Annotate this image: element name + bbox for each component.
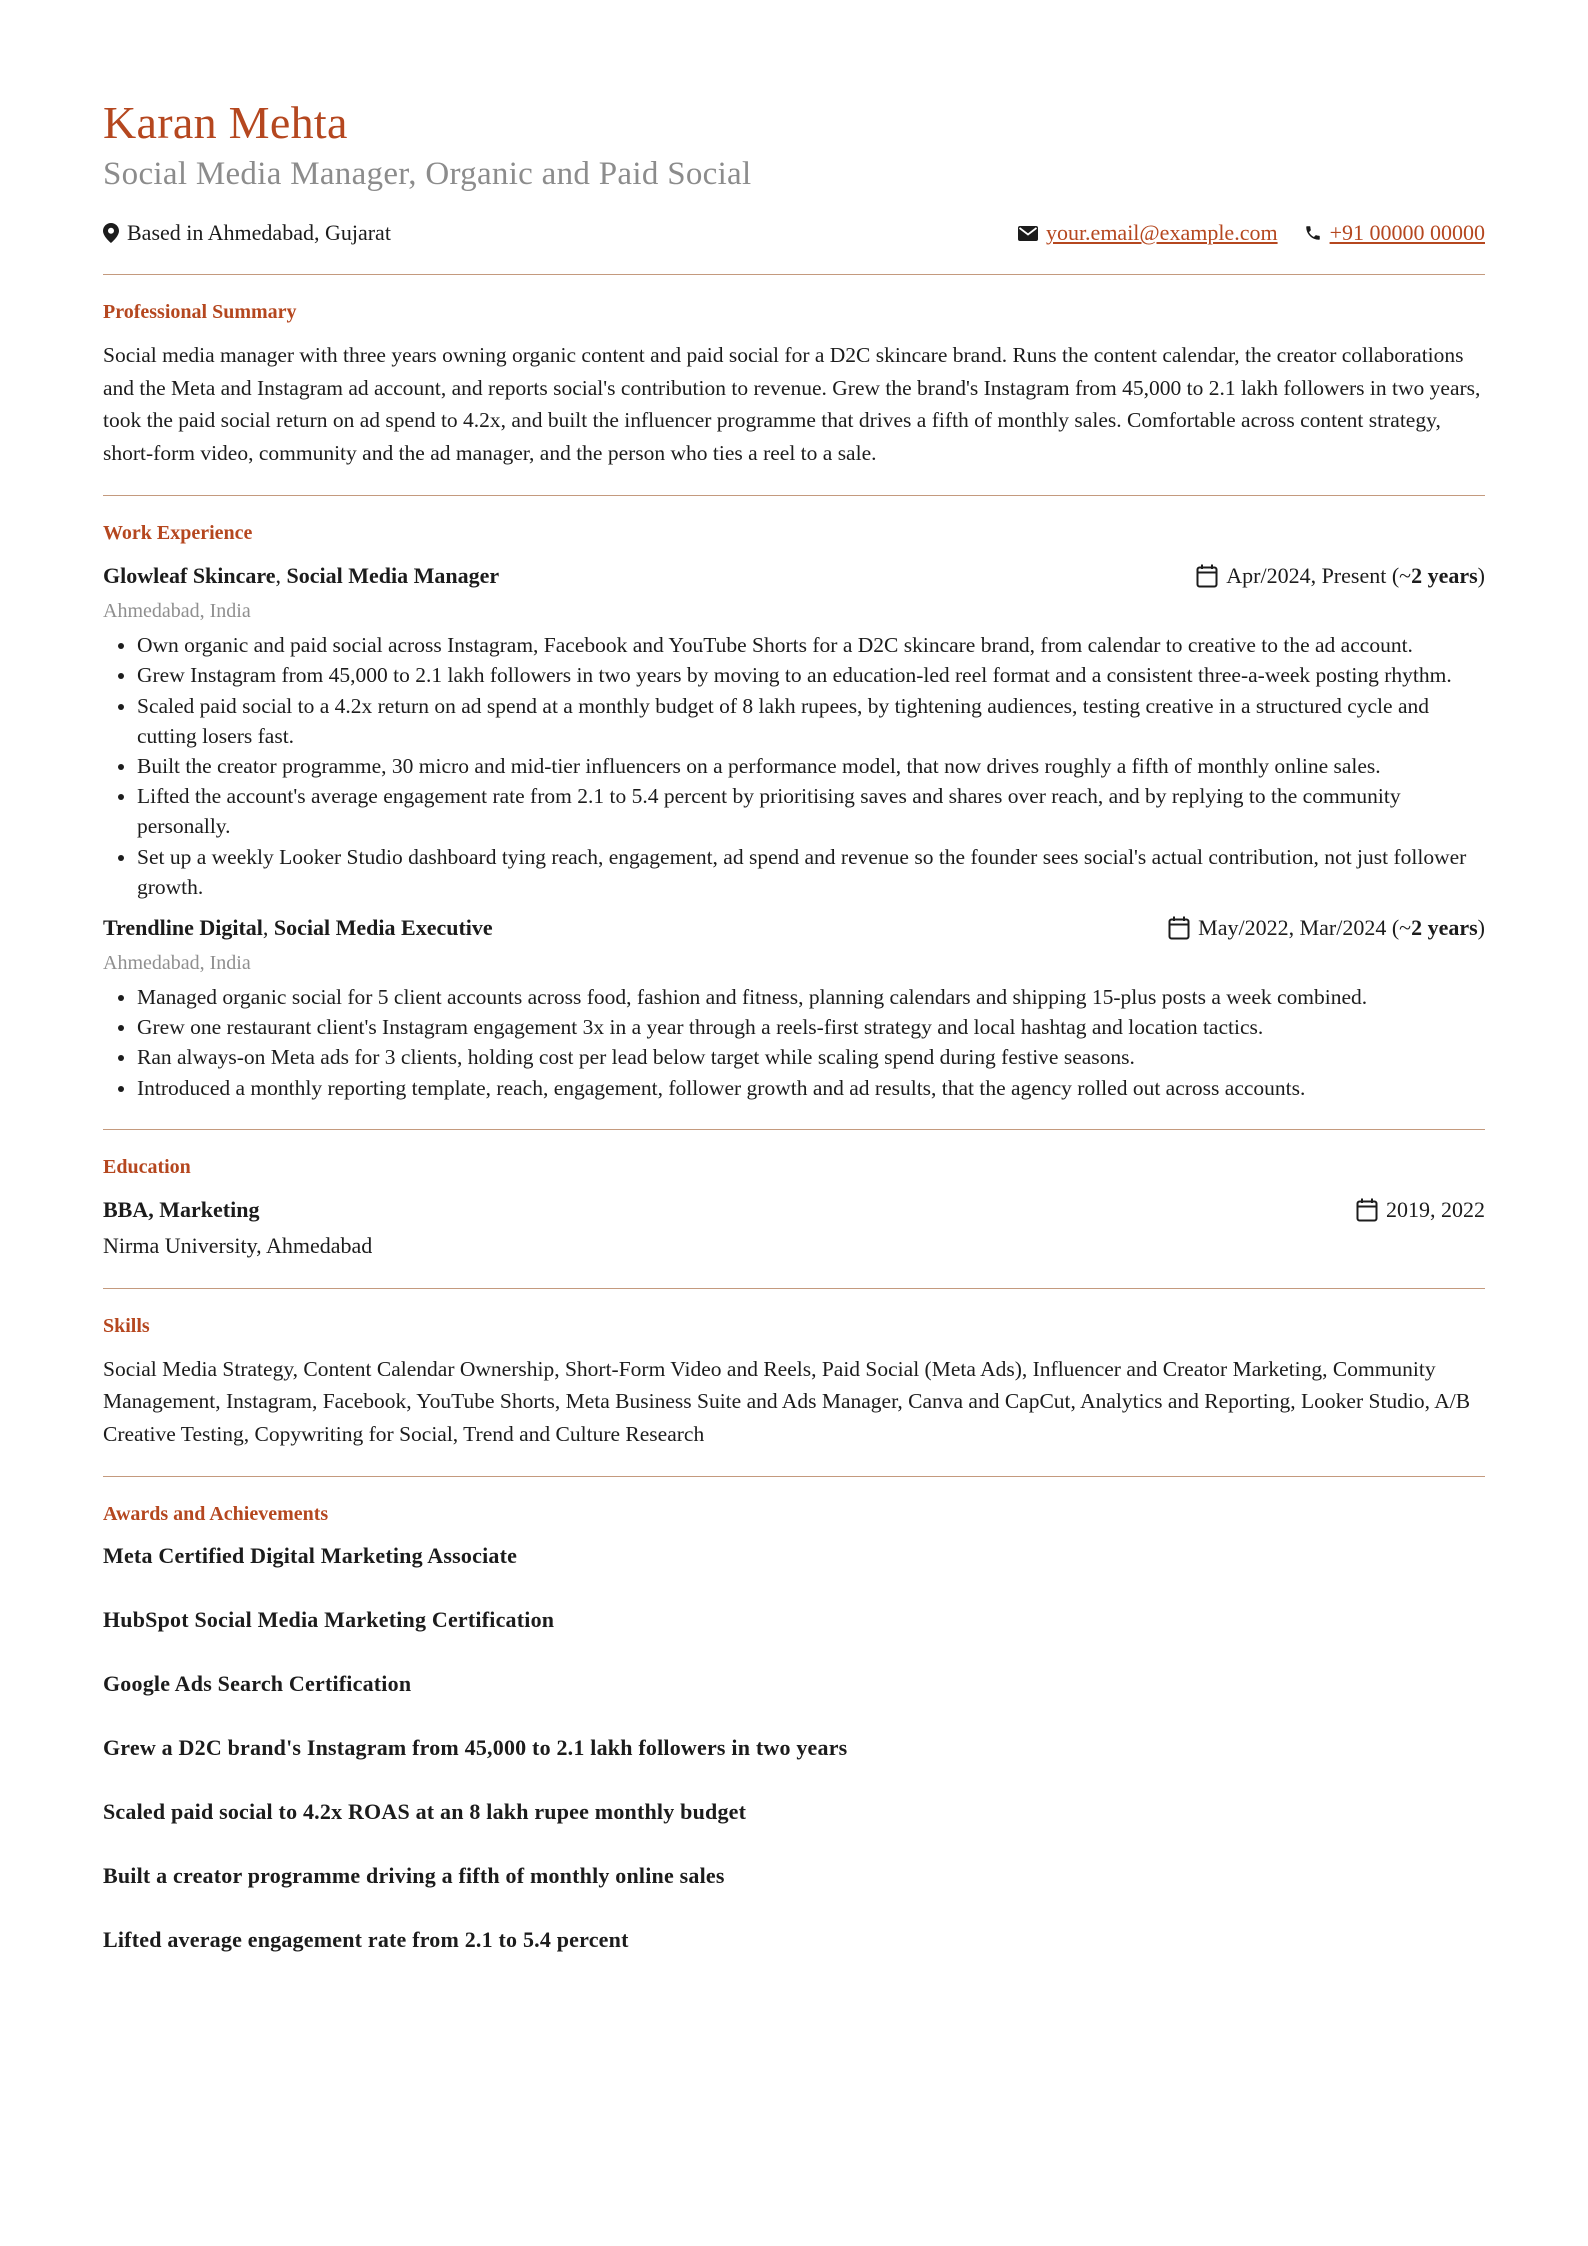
bullet-item: • Introduced a monthly reporting template, reach, engagement, follower growth and ad results, that the agency rolled out across accounts.: [137, 1073, 1485, 1103]
bullet-item: • Lifted the account's average engagement rate from 2.1 to 5.4 percent by prioritising saves and shares over reach, and by replying to the community personally.: [137, 781, 1485, 841]
job-bullets: [103, 982, 1485, 1103]
awards-heading: Awards and Achievements: [103, 1503, 329, 1526]
experience-section: [103, 496, 1485, 1129]
phone-item[interactable]: [1304, 220, 1485, 246]
company-name: Trendline Digital: [103, 915, 263, 941]
location-text: Based in Ahmedabad, Gujarat: [127, 220, 391, 246]
award-item: Google Ads Search Certification: [103, 1671, 412, 1697]
calendar-icon: [1356, 1198, 1378, 1222]
job-dates: Apr/2024, Present (~ 2 years ): [1196, 560, 1485, 592]
phone-icon: [1304, 224, 1322, 242]
job-entry: [103, 560, 1485, 902]
bullet-item: • Built the creator programme, 30 micro and mid-tier influencers on a performance model, that now drives roughly a fifth of monthly online sales.: [137, 751, 1485, 781]
job-location: Ahmedabad, India: [103, 600, 251, 623]
bullet-item: • Ran always-on Meta ads for 3 clients, holding cost per lead below target while scaling spend during festive seasons.: [137, 1042, 1485, 1072]
school-name: Nirma University, Ahmedabad: [103, 1232, 373, 1258]
bullet-item: • Managed organic social for 5 client accounts across food, fashion and fitness, planning calendars and shipping 15-plus posts a week combined.: [137, 982, 1485, 1012]
bullet-item: • Own organic and paid social across Instagram, Facebook and YouTube Shorts for a D2C skincare brand, from calendar to creative to the ad account.: [137, 630, 1485, 660]
education-date-range: 2019, 2022: [1386, 1196, 1485, 1222]
calendar-icon: [1196, 564, 1218, 588]
email-link[interactable]: your.email@example.com: [1045, 220, 1278, 246]
education-heading: Education: [103, 1155, 191, 1178]
award-item: Scaled paid social to 4.2x ROAS at an 8 lakh rupee monthly budget: [103, 1799, 747, 1825]
envelope-icon: [1018, 226, 1038, 241]
awards-section: [103, 1477, 1485, 2015]
award-item: Meta Certified Digital Marketing Associate: [103, 1543, 518, 1569]
skills-text: Social Media Strategy, Content Calendar Ownership, Short-Form Video and Reels, Paid Social (Meta Ads), Influencer and Creator Marketing, Community Management, Instagram, Facebook, YouTube Shorts, Meta Business Suite and Ads Manager, Canva and CapCut, Analytics and Reporting, Looker Studio, A/B Creative Testing, Copywriting for Social, Trend and Culture Research: [103, 1356, 1471, 1446]
company-name: Glowleaf Skincare: [103, 563, 276, 589]
bullet-item: • Grew one restaurant client's Instagram engagement 3x in a year through a reels-first strategy and local hashtag and location tactics.: [137, 1012, 1485, 1042]
bullet-item: • Scaled paid social to a 4.2x return on ad spend at a monthly budget of 8 lakh rupees, by tightening audiences, testing creative in a structured cycle and cutting losers fast.: [137, 691, 1485, 751]
summary-heading: Professional Summary: [103, 301, 297, 324]
calendar-icon: [1168, 916, 1190, 940]
location-item: [103, 220, 391, 246]
job-heading: Glowleaf Skincare, Social Media Manager: [103, 563, 500, 589]
job-entry: [103, 912, 1485, 1103]
awards-list: [103, 1541, 1485, 1955]
award-item: Lifted average engagement rate from 2.1 to 5.4 percent: [103, 1927, 629, 1953]
award-item: Built a creator programme driving a fifth of monthly online sales: [103, 1863, 725, 1889]
date-range: May/2022, Mar/2024 (~: [1198, 915, 1412, 941]
job-bullets: [103, 630, 1485, 902]
job-role: Social Media Executive: [273, 915, 493, 941]
degree: BBA, Marketing: [103, 1196, 260, 1222]
summary-section: [103, 275, 1485, 495]
candidate-name: Karan Mehta: [103, 97, 348, 148]
phone-link[interactable]: +91 00000 00000: [1329, 220, 1485, 246]
candidate-title: Social Media Manager, Organic and Paid Social: [103, 155, 752, 192]
education-section: [103, 1130, 1485, 1288]
contact-row: [103, 218, 1485, 248]
duration: 2 years: [1411, 915, 1478, 941]
date-range: Apr/2024, Present (~: [1226, 563, 1412, 589]
job-heading: Trendline Digital, Social Media Executive: [103, 915, 493, 941]
bullet-item: • Set up a weekly Looker Studio dashboard tying reach, engagement, ad spend and revenue so the founder sees social's actual contribution, not just follower growth.: [137, 842, 1485, 902]
bullet-item: • Grew Instagram from 45,000 to 2.1 lakh followers in two years by moving to an education-led reel format and a consistent three-a-week posting rhythm.: [137, 660, 1485, 690]
job-dates: May/2022, Mar/2024 (~ 2 years ): [1168, 912, 1485, 944]
duration: 2 years: [1411, 563, 1478, 589]
map-pin-icon: [103, 223, 119, 243]
job-role: Social Media Manager: [286, 563, 500, 589]
job-location: Ahmedabad, India: [103, 952, 251, 975]
skills-section: [103, 1289, 1485, 1477]
experience-heading: Work Experience: [103, 522, 253, 545]
skills-heading: Skills: [103, 1314, 150, 1337]
summary-text: Social media manager with three years owning organic content and paid social for a D2C skincare brand. Runs the content calendar, the creator collaborations and the Meta and Instagram ad account, and reports social's contribution to revenue. Grew the brand's Instagram from 45,000 to 2.1 lakh followers in two years, took the paid social return on ad spend to 4.2x, and built the influencer programme that drives a fifth of monthly sales. Comfortable across content strategy, short-form video, community and the ad manager, and the person who ties a reel to a sale.: [103, 343, 1481, 465]
award-item: HubSpot Social Media Marketing Certification: [103, 1607, 555, 1633]
award-item: Grew a D2C brand's Instagram from 45,000 to 2.1 lakh followers in two years: [103, 1735, 848, 1761]
education-dates: [1356, 1194, 1485, 1226]
email-item[interactable]: [1018, 220, 1278, 246]
